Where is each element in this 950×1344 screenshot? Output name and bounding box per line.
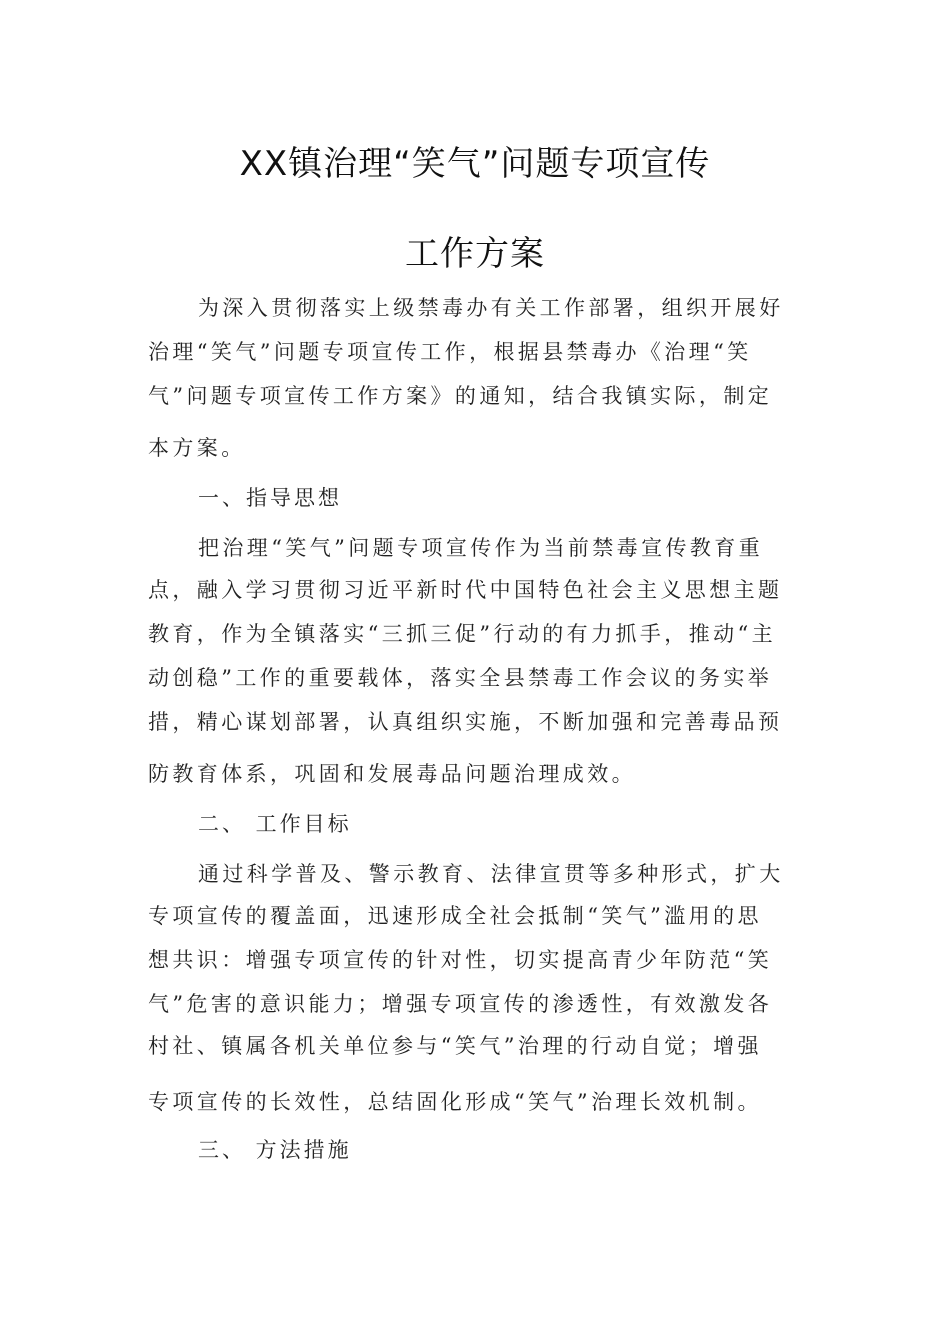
section-heading-methods: 三、 方法措施 — [198, 1138, 352, 1162]
paragraph-line: 通过科学普及、警示教育、法律宣贯等多种形式，扩大 — [198, 862, 784, 886]
document-title-line1: XX镇治理“笑气”问题专项宣传 — [239, 144, 711, 184]
paragraph-line: 专项宣传的覆盖面，迅速形成全社会抵制“笑气”滥用的思 — [148, 904, 762, 928]
paragraph-line: 把治理“笑气”问题专项宣传作为当前禁毒宣传教育重 — [198, 536, 764, 560]
section-heading-work-goals: 二、 工作目标 — [198, 812, 352, 836]
paragraph-line: 措，精心谋划部署，认真组织实施，不断加强和完善毒品预 — [148, 710, 783, 734]
paragraph-line: 教育，作为全镇落实“三抓三促”行动的有力抓手，推动“主 — [148, 622, 777, 646]
paragraph-line: 防教育体系，巩固和发展毒品问题治理成效。 — [148, 762, 636, 786]
paragraph-line: 村社、镇属各机关单位参与“笑气”治理的行动自觉；增强 — [148, 1034, 762, 1058]
paragraph-line: 点，融入学习贯彻习近平新时代中国特色社会主义思想主题 — [148, 578, 783, 602]
paragraph-line: 气”问题专项宣传工作方案》的通知，结合我镇实际，制定 — [148, 384, 773, 408]
paragraph-line: 动创稳”工作的重要载体，落实全县禁毒工作会议的务实举 — [148, 666, 773, 690]
section-heading-guiding-ideology: 一、指导思想 — [198, 486, 342, 510]
document-title-line2: 工作方案 — [405, 234, 545, 274]
paragraph-line: 想共识：增强专项宣传的针对性，切实提高青少年防范“笑 — [148, 948, 773, 972]
paragraph-line: 本方案。 — [148, 436, 246, 460]
paragraph-line: 治理“笑气”问题专项宣传工作，根据县禁毒办《治理“笑 — [148, 340, 752, 364]
paragraph-line: 气”危害的意识能力；增强专项宣传的渗透性，有效激发各 — [148, 992, 773, 1016]
paragraph-line: 为深入贯彻落实上级禁毒办有关工作部署，组织开展好 — [198, 296, 784, 320]
paragraph-line: 专项宣传的长效性，总结固化形成“笑气”治理长效机制。 — [148, 1090, 762, 1114]
